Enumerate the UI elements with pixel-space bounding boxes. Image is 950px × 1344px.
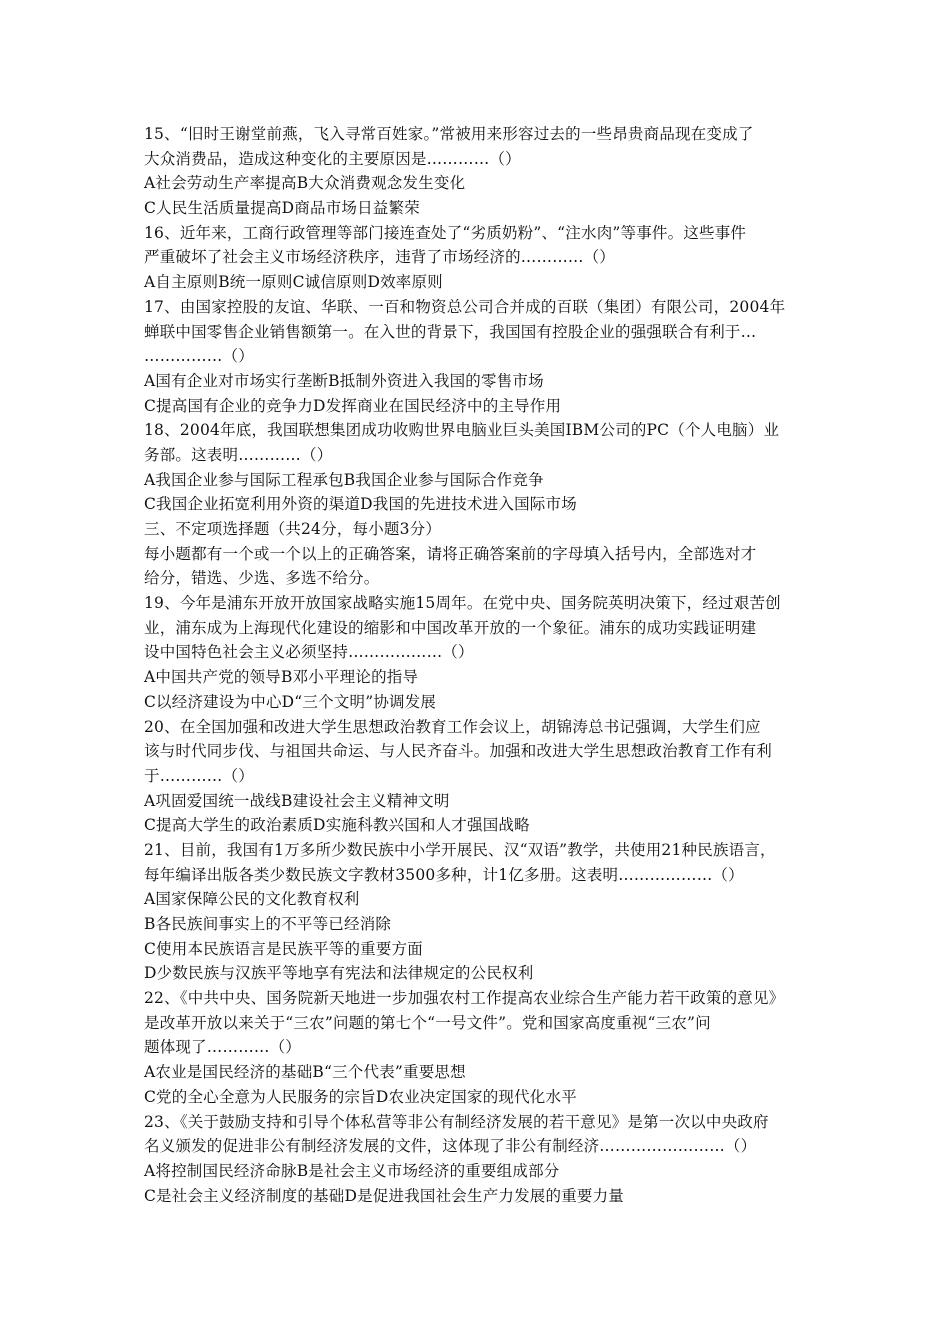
text-line: 17、由国家控股的友谊、华联、一百和物资总公司合并成的百联（集团）有限公司，2004年 <box>144 297 786 316</box>
section-heading: 三、不定项选择题（共24分，每小题3分） <box>144 520 442 538</box>
option-line: A社会劳动生产率提高B大众消费观念发生变化 <box>144 174 466 193</box>
option-line: C使用本民族语言是民族平等的重要方面 <box>144 939 423 958</box>
text-line: 16、近年来，工商行政管理等部门接连查处了“劣质奶粉”、“注水肉”等事件。这些事件 <box>144 223 747 242</box>
text-line: 于…………（） <box>144 766 254 785</box>
option-line: C党的全心全意为人民服务的宗旨D农业决定国家的现代化水平 <box>144 1087 577 1106</box>
text-line: 21、目前，我国有1万多所少数民族中小学开展民、汉“双语”教学，共使用21种民族语言， <box>144 840 776 859</box>
text-line: 19、今年是浦东开放开放国家战略实施15周年。在党中央、国务院英明决策下，经过艰苦创 <box>144 594 781 613</box>
text-line: 设中国特色社会主义必须坚持………………（） <box>144 643 474 662</box>
text-line: 蝉联中国零售企业销售额第一。在入世的背景下，我国国有控股企业的强强联合有利于… <box>144 322 757 341</box>
text-line: 是改革开放以来关于“三农”问题的第七个“一号文件”。党和国家高度重视“三农”问 <box>144 1013 711 1032</box>
option-line: A将控制国民经济命脉B是社会主义市场经济的重要组成部分 <box>144 1161 560 1180</box>
text-line: 该与时代同步伐、与祖国共命运、与人民齐奋斗。加强和改进大学生思想政治教育工作有利 <box>144 742 773 761</box>
text-line: 22、《中共中央、国务院新天地进一步加强农村工作提高农业综合生产能力若干政策的意见》 <box>144 989 785 1008</box>
text-line: 15、“旧时王谢堂前燕，飞入寻常百姓家。”常被用来形容过去的一些昂贵商品现在变成了 <box>144 125 754 143</box>
option-line: A我国企业参与国际工程承包B我国企业参与国际合作竞争 <box>144 470 544 489</box>
text-line: 名义颁发的促进非公有制经济发展的文件，这体现了非公有制经济……………………（） <box>144 1137 757 1156</box>
option-line: C我国企业拓宽利用外资的渠道D我国的先进技术进入国际市场 <box>144 495 577 514</box>
option-line: A农业是国民经济的基础B“三个代表”重要思想 <box>144 1063 466 1082</box>
text-line: 18、2004年底，我国联想集团成功收购世界电脑业巨头美国IBM公司的PC（个人电脑）业 <box>144 421 780 440</box>
text-line: 务部。这表明…………（） <box>144 445 333 464</box>
text-line: 每年编译出版各类少数民族文字教材3500多种，计1亿多册。这表明………………（） <box>144 865 744 884</box>
text-line: 业，浦东成为上海现代化建设的缩影和中国改革开放的一个象征。浦东的成功实践证明建 <box>144 618 757 637</box>
option-line: C是社会主义经济制度的基础D是促进我国社会生产力发展的重要力量 <box>144 1186 624 1205</box>
option-line: A国有企业对市场实行垄断B抵制外资进入我国的零售市场 <box>144 371 544 390</box>
option-line: C提高大学生的政治素质D实施科教兴国和人才强国战略 <box>144 816 530 835</box>
option-line: D少数民族与汉族平等地享有宪法和法律规定的公民权利 <box>144 964 534 983</box>
option-line: C人民生活质量提高D商品市场日益繁荣 <box>144 199 420 218</box>
text-line: 23、《关于鼓励支持和引导个体私营等非公有制经济发展的若干意见》是第一次以中央政府 <box>144 1112 769 1131</box>
option-line: A自主原则B统一原则C诚信原则D效率原则 <box>144 273 443 292</box>
option-line: A巩固爱国统一战线B建设社会主义精神文明 <box>144 791 450 810</box>
text-line: ……………（） <box>144 347 254 366</box>
text-line: 题体现了…………（） <box>144 1038 302 1057</box>
text-line: 大众消费品，造成这种变化的主要原因是…………（） <box>144 149 521 168</box>
option-line: C提高国有企业的竞争力D发挥商业在国民经济中的主导作用 <box>144 396 562 415</box>
option-line: A国家保障公民的文化教育权利 <box>144 890 360 909</box>
instruction-line: 每小题都有一个或一个以上的正确答案，请将正确答案前的字母填入括号内，全部选对才 <box>144 544 757 563</box>
option-line: B各民族间事实上的不平等已经消除 <box>144 915 392 933</box>
document-page <box>144 122 824 1208</box>
option-line: C以经济建设为中心D“三个文明”协调发展 <box>144 692 437 711</box>
instruction-line: 给分，错选、少选、多选不给分。 <box>144 569 380 588</box>
text-line: 20、在全国加强和改进大学生思想政治教育工作会议上，胡锦涛总书记强调，大学生们应 <box>144 717 761 736</box>
text-line: 严重破坏了社会主义市场经济秩序，违背了市场经济的…………（） <box>144 248 616 267</box>
option-line: A中国共产党的领导B邓小平理论的指导 <box>144 668 419 687</box>
